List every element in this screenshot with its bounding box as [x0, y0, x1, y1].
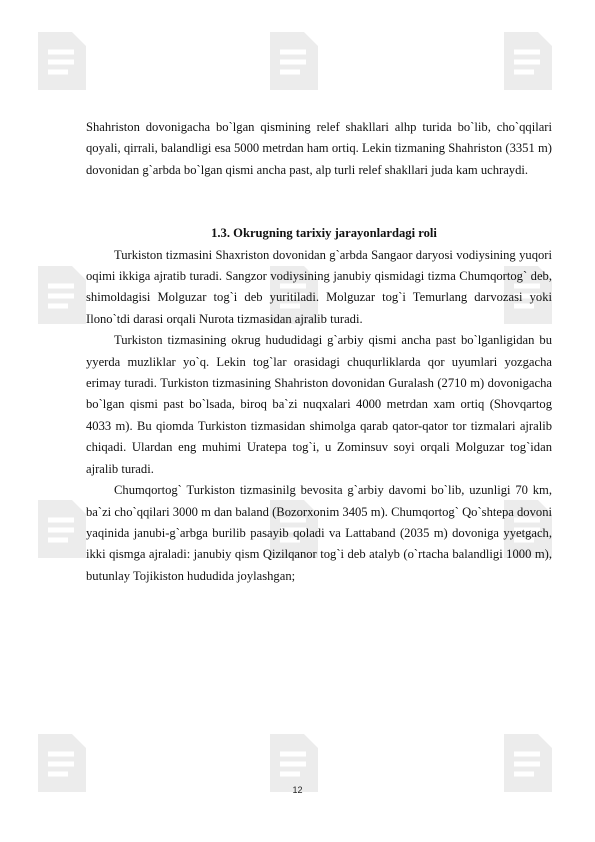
section-spacer	[86, 181, 552, 223]
document-watermark-icon	[30, 262, 92, 328]
body-paragraph: Chumqortog` Turkiston tizmasinilg bevosita g`arbiy davomi bo`lib, uzunligi 70 km, ba`zi cho`qqilari 3000 m dan baland (Bozorxonim 3405 m). Chumqortog` Qo`shtepa dovoni yaqinida janubi-g`arbga burilib pasayib qoladi va Lattaband (2035 m) dovoniga yyetgach, ikki qismga ajraladi: janubiy qism Qizilqanor tog`i deb atalyb (o`rtacha balandligi 1000 m), butunlay Tojikiston hududida joylashgan;	[86, 483, 552, 583]
document-watermark-icon	[262, 28, 324, 94]
section-heading: 1.3. Okrugning tarixiy jarayonlardagi roli	[211, 226, 437, 241]
body-paragraph: Turkiston tizmasini Shaxriston dovonidan g`arbda Sangaor daryosi vodiysining yuqori oqimi ikkiga ajratib turadi. Sangzor vodiysining janubiy qismidagi tizma Chumqortog` deb, shimoldagisi Molguzar tog`i deb yuritiladi. Molguzar tog`i Temurlang darvozasi yoki Ilono`tdi darasi orqali Nurota tizmasidan ajralib turadi.	[86, 247, 552, 326]
body-paragraph: Turkiston tizmasining okrug hududidagi g`arbiy qismi ancha past bo`lganligidan bu yyerda muzliklar yo`q. Lekin tog`lar orasidagi chuqurliklarda qor uyumlari yozgacha erimay turadi. Turkiston tizmasining Shahriston dovonidan Guralash (2710 m) dovonigacha bo`lgan qismi past bo`lsada, biroq ba`zi nuqxalari 4000 metrdan xam ortiq (Shovqartog 4033 m). Bu qiomda Turkiston tizmasidan shimolga qarab qator-qator tor tizmalari ajralib chiqadi. Ulardan eng muhimi Uratepa tog`i, u Zominsuv soyi orqali Molguzar tog`idan ajralib turadi.	[86, 333, 552, 476]
document-watermark-icon	[30, 496, 92, 562]
document-body	[86, 117, 552, 587]
document-watermark-icon	[30, 28, 92, 94]
body-paragraph: Shahriston dovonigacha bo`lgan qismining relef shakllari alhp turida bo`lib, cho`qqilari qoyali, qirrali, balandligi esa 5000 metrdan ham ortiq. Lekin tizmaning Shahriston (3351 m) dovonidan g`arbda bo`lgan qismi ancha past, alp turli relef shakllari juda kam uchraydi.	[86, 120, 552, 177]
document-watermark-icon	[496, 28, 558, 94]
page-number: 12	[292, 785, 303, 795]
